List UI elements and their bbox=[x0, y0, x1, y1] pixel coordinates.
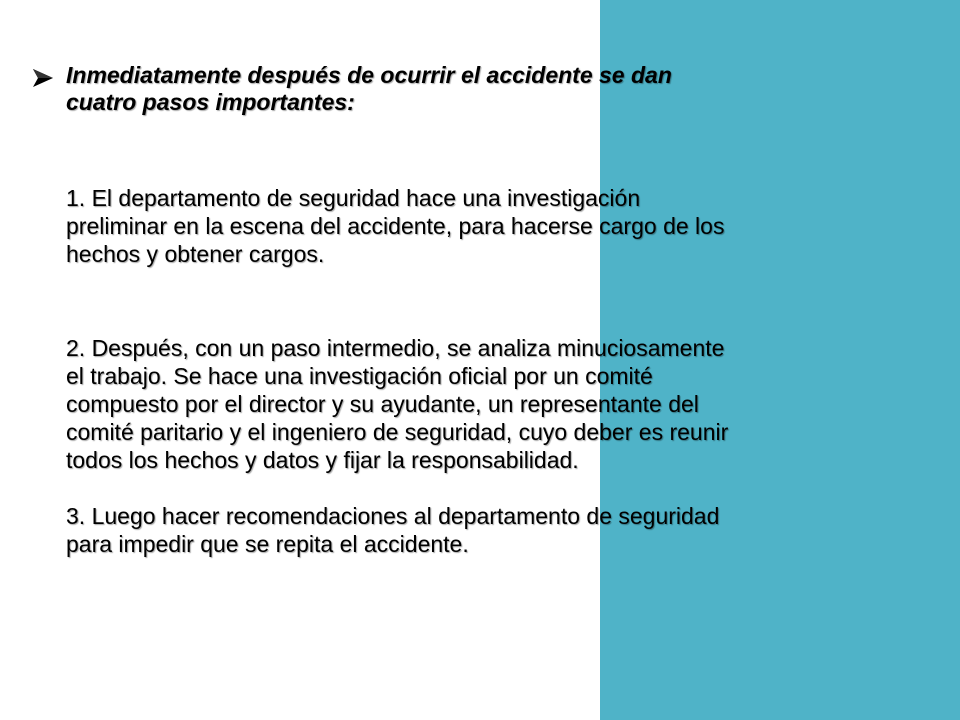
step-1 bbox=[66, 184, 916, 268]
steps-list bbox=[66, 184, 916, 558]
slide-heading bbox=[66, 62, 866, 116]
step-3 bbox=[66, 502, 916, 558]
step-2 bbox=[66, 334, 916, 474]
arrow-check-bullet-icon bbox=[32, 62, 66, 88]
heading-bullet bbox=[32, 62, 922, 116]
step-1-line: preliminar en la escena del accidente, para hacerse cargo de los bbox=[66, 213, 725, 239]
step-1-line: 1. El departamento de seguridad hace una investigación bbox=[66, 185, 641, 211]
heading-line-2: cuatro pasos importantes: bbox=[66, 89, 355, 115]
step-2-line: 2. Después, con un paso intermedio, se analiza minuciosamente bbox=[66, 335, 725, 361]
heading-line-1: Inmediatamente después de ocurrir el accidente se dan bbox=[66, 62, 672, 88]
step-2-line: el trabajo. Se hace una investigación oficial por un comité bbox=[66, 363, 653, 389]
slide-content bbox=[32, 62, 922, 558]
step-3-line: para impedir que se repita el accidente. bbox=[66, 531, 469, 557]
step-3-line: 3. Luego hacer recomendaciones al departamento de seguridad bbox=[66, 503, 720, 529]
step-1-line: hechos y obtener cargos. bbox=[66, 241, 325, 267]
step-2-line: comité paritario y el ingeniero de seguridad, cuyo deber es reunir bbox=[66, 419, 729, 445]
step-2-line: todos los hechos y datos y fijar la responsabilidad. bbox=[66, 447, 579, 473]
step-2-line: compuesto por el director y su ayudante, un representante del bbox=[66, 391, 699, 417]
